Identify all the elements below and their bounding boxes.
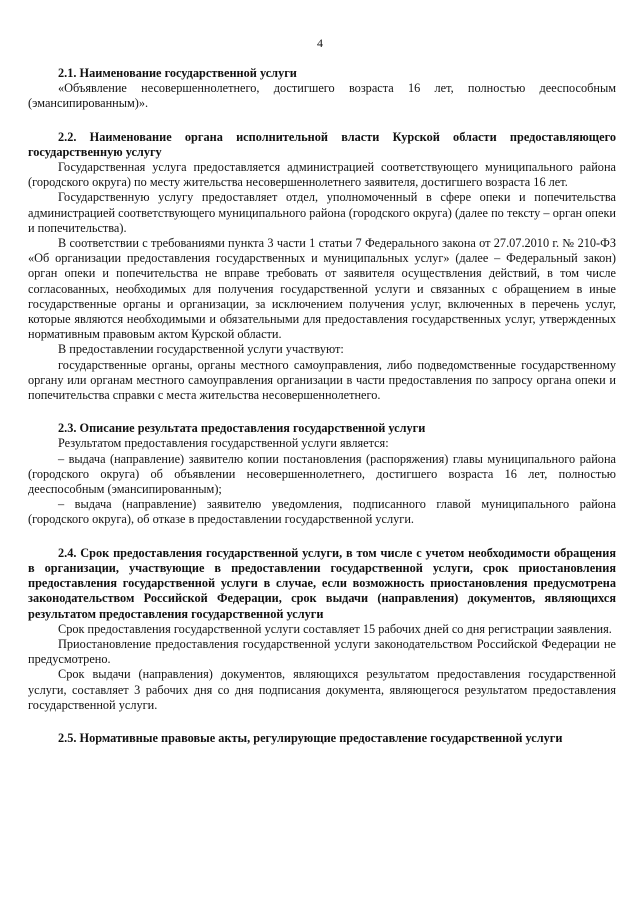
paragraph: Срок предоставления государственной услуги составляет 15 рабочих дней со дня регистрации заявления. xyxy=(58,621,612,636)
section-2-5 xyxy=(28,731,616,746)
paragraph: Результатом предоставления государственной услуги является: xyxy=(58,436,389,451)
section-heading: 2.3. Описание результата предоставления государственной услуги xyxy=(58,421,426,436)
section-2-4 xyxy=(28,546,616,713)
list-item: – выдача (направление) заявителю уведомления, подписанного главой муниципального района (городского округа), об отказе в предоставлении государственной услуги. xyxy=(28,497,616,527)
section-2-1 xyxy=(28,66,616,112)
paragraph: Государственная услуга предоставляется администрацией соответствующего муниципального района (городского округа) по месту жительства несовершеннолетнего заявителя, достигшего возраста 16 лет. xyxy=(28,160,616,190)
section-heading: 2.5. Нормативные правовые акты, регулирующие предоставление государственной услуги xyxy=(58,730,563,745)
section-heading: 2.1. Наименование государственной услуги xyxy=(58,66,297,80)
section-2-2 xyxy=(28,130,616,404)
paragraph: государственные органы, органы местного самоуправления, либо подведомственные государственному органу или органам местного самоуправления организации в части предоставления по запросу органа опеки и попечительства справки с места жительства несовершеннолетнего. xyxy=(28,357,616,403)
paragraph: В соответствии с требованиями пункта 3 части 1 статьи 7 Федерального закона от 27.07.2010 г. № 210-ФЗ «Об организации предоставления государственных и муниципальных услуг» (далее – Федеральный закон) орган опеки и попечительства не вправе требовать от заявителя осуществления действий, в том числе согласованных, необходимых для получения государственной услуги и связанных с обращением в иные государственные органы и организации, за исключением получения услуг, включенных в перечень услуг, которые являются необходимыми и обязательными для предоставления государственных услуг, утвержденных нормативным правовым актом Курской области. xyxy=(28,236,616,342)
section-heading: 2.4. Срок предоставления государственной услуги, в том числе с учетом необходимости обращения в организации, участвующие в предоставлении государственной услуги, срок приостановления предоставления государственной услуги в случае, если возможность приостановления предусмотрена законодательством Российской Федерации, срок выдачи (направления) документов, являющихся результатом предоставления государственной услуги xyxy=(28,545,616,621)
section-heading: 2.2. Наименование органа исполнительной власти Курской области предоставляющего государственную услугу xyxy=(28,129,616,159)
list-item: – выдача (направление) заявителю копии постановления (распоряжения) главы муниципального района (городского округа) об объявлении несовершеннолетнего, достигшего возраста 16 лет, полностью дееспособным (эмансипированным); xyxy=(28,451,616,497)
paragraph: Срок выдачи (направления) документов, являющихся результатом предоставления государственной услуги, составляет 3 рабочих дня со дня подписания документа, являющегося результатом предоставления государственной услуги. xyxy=(28,667,616,712)
paragraph: Приостановление предоставления государственной услуги законодательством Российской Федерации не предусмотрено. xyxy=(28,636,616,667)
page-number: 4 xyxy=(317,36,323,50)
section-2-3 xyxy=(28,421,616,527)
paragraph: Государственную услугу предоставляет отдел, уполномоченный в сфере опеки и попечительства администрацией соответствующего муниципального района (городского округа) (далее по тексту – орган опеки и попечительства). xyxy=(28,190,616,235)
document-body xyxy=(28,66,616,746)
paragraph: «Объявление несовершеннолетнего, достигшего возраста 16 лет, полностью дееспособным (эмансипированным)». xyxy=(28,81,616,111)
paragraph: В предоставлении государственной услуги участвуют: xyxy=(58,342,344,357)
